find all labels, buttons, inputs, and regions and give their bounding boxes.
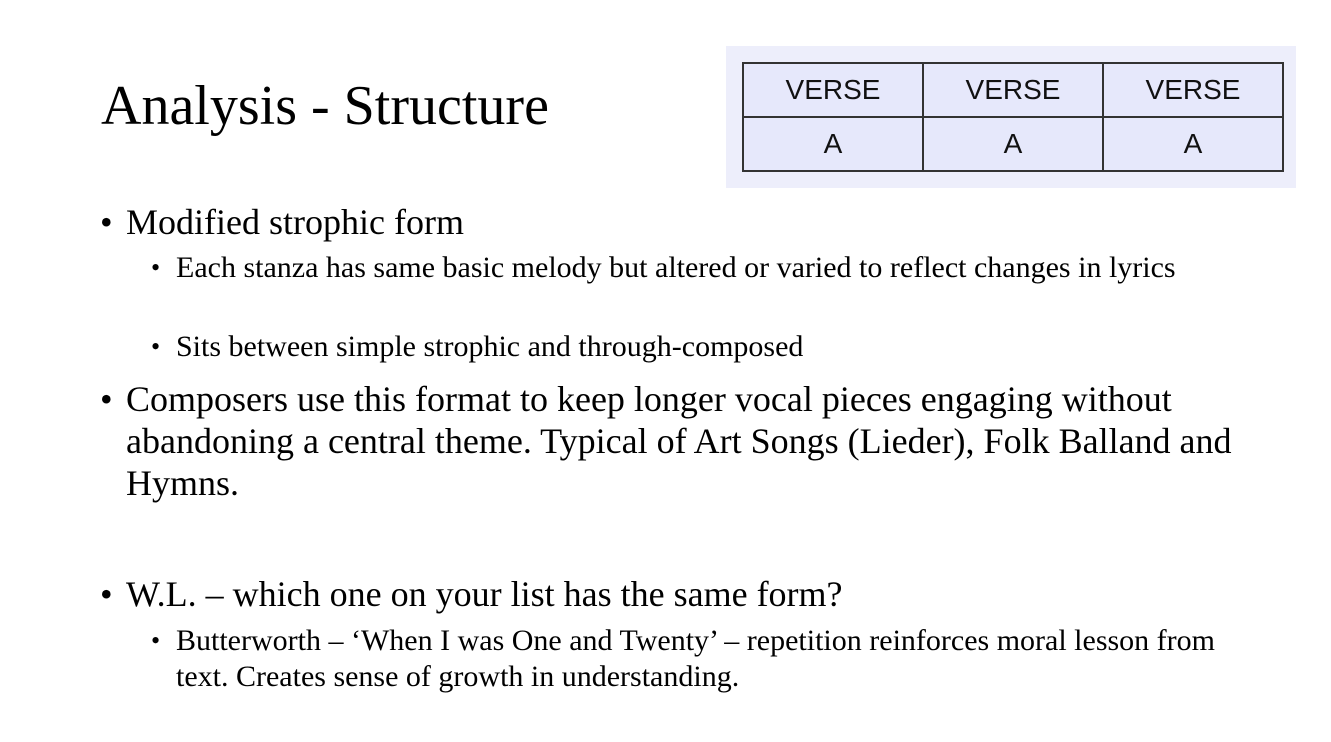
bullet-marker: • — [151, 332, 161, 361]
form-label-cell: A — [1103, 117, 1283, 171]
form-header-row — [743, 63, 1283, 117]
sub-bullet-stanza-melody — [151, 250, 1216, 286]
bullet-text: Butterworth – ‘When I was One and Twenty’ – repetition reinforces moral lesson from text. Creates sense of growth in understanding. — [176, 624, 1215, 693]
bullet-text: Each stanza has same basic melody but altered or varied to reflect changes in lyrics — [176, 251, 1176, 284]
bullet-modified-strophic — [100, 201, 1276, 243]
strophic-form-diagram — [726, 46, 1296, 188]
form-header-cell: VERSE — [923, 63, 1103, 117]
bullet-marker: • — [100, 574, 113, 614]
bullet-text: Composers use this format to keep longer vocal pieces engaging without abandoning a central theme. Typical of Art Songs (Lieder), Folk Balland and Hymns. — [126, 379, 1232, 503]
form-label-row — [743, 117, 1283, 171]
bullet-text: Modified strophic form — [126, 202, 464, 242]
bullet-text: Sits between simple strophic and through-composed — [176, 330, 804, 363]
sub-bullet-between-forms — [151, 329, 1276, 365]
bullet-wl-question — [100, 573, 1276, 615]
form-label-cell: A — [923, 117, 1103, 171]
bullet-marker: • — [151, 253, 161, 282]
bullet-composers-format — [100, 378, 1261, 504]
form-header-cell: VERSE — [743, 63, 923, 117]
bullet-marker: • — [100, 202, 113, 242]
sub-bullet-butterworth — [151, 623, 1266, 695]
bullet-text: W.L. – which one on your list has the same form? — [126, 574, 843, 614]
form-label-cell: A — [743, 117, 923, 171]
bullet-marker: • — [100, 379, 113, 419]
bullet-marker: • — [151, 626, 161, 655]
slide-title: Analysis - Structure — [101, 75, 549, 137]
form-header-cell: VERSE — [1103, 63, 1283, 117]
form-table — [742, 62, 1284, 172]
